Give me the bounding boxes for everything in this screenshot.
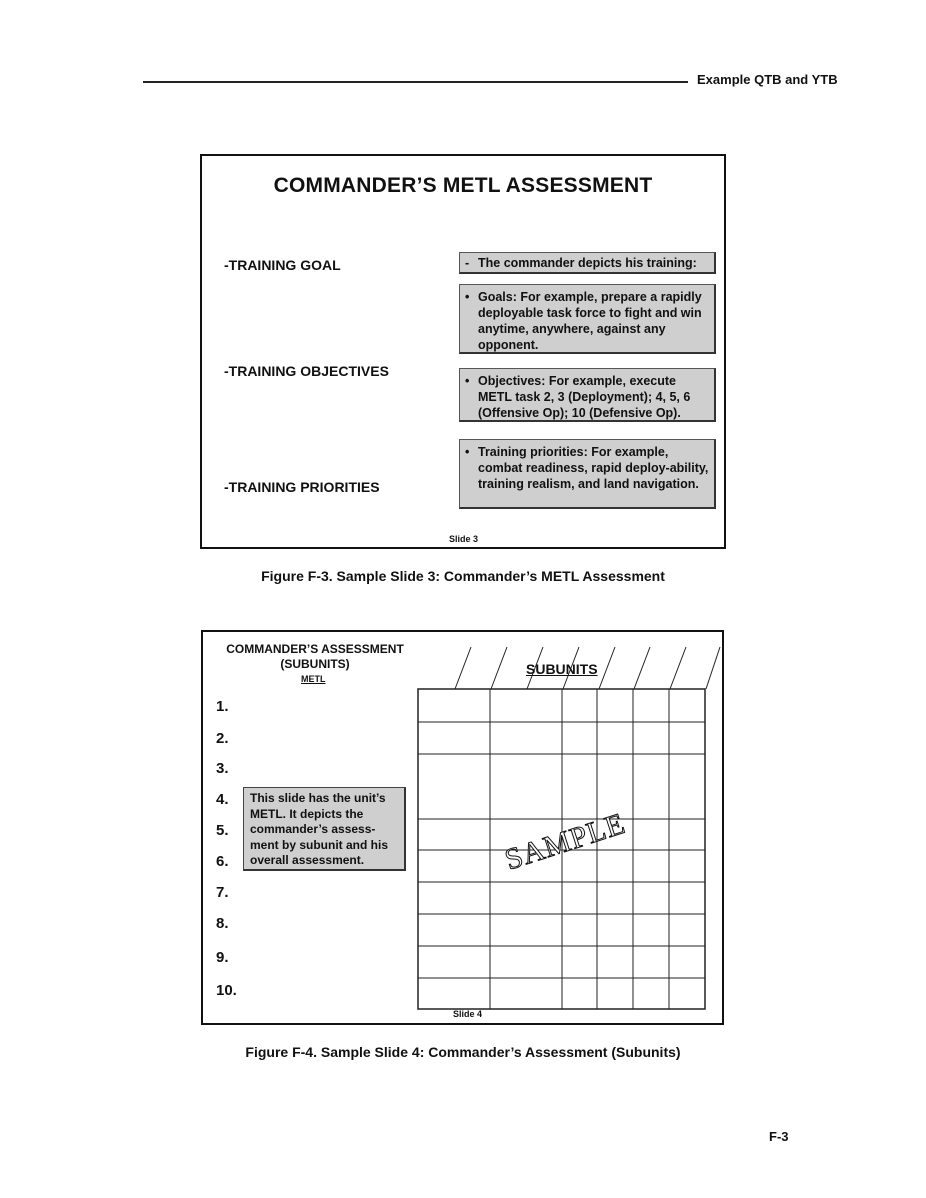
slide-4	[201, 630, 724, 1025]
header-slash	[670, 647, 686, 689]
label-training-priorities: -TRAINING PRIORITIES	[224, 479, 380, 495]
sample-watermark: SAMPLE	[500, 806, 630, 877]
box-priorities: • Training priorities: For example, combat readiness, rapid deploy-ability, training realism, and land navigation.	[459, 439, 716, 509]
slide-4-number: Slide 4	[453, 1009, 483, 1019]
metl-row-number: 3.	[216, 760, 229, 777]
metl-row-number: 2.	[216, 730, 229, 747]
slide-3	[200, 154, 726, 549]
label-training-goal: -TRAINING GOAL	[224, 257, 341, 273]
header-slash	[599, 647, 615, 689]
metl-row-number: 7.	[216, 884, 229, 901]
page-number: F-3	[769, 1129, 789, 1144]
box-objectives-text: Objectives: For example, execute METL task 2, 3 (Deployment); 4, 5, 6 (Offensive Op); 10 (Defensive Op).	[478, 374, 691, 420]
subunits-label: SUBUNITS	[526, 661, 598, 677]
metl-row-number: 5.	[216, 822, 229, 839]
header-slash	[706, 647, 720, 689]
metl-row-number: 9.	[216, 949, 229, 966]
label-training-objectives: -TRAINING OBJECTIVES	[224, 363, 389, 379]
metl-row-number: 8.	[216, 915, 229, 932]
running-header: Example QTB and YTB	[697, 72, 838, 87]
box-intro: - The commander depicts his training:	[459, 252, 716, 274]
metl-row-number: 10.	[216, 982, 237, 999]
slide-4-title: COMMANDER’S ASSESSMENT (SUBUNITS)	[226, 642, 404, 671]
figure-f3-caption: Figure F-3. Sample Slide 3: Commander’s METL Assessment	[261, 568, 665, 584]
slide-3-number: Slide 3	[449, 534, 479, 544]
header-slash	[491, 647, 507, 689]
metl-row-number: 1.	[216, 698, 229, 715]
header-slash	[634, 647, 650, 689]
metl-row-number: 4.	[216, 791, 229, 808]
slide-4-note: This slide has the unit’s METL. It depicts the commander’s assess-ment by subunit and his overall assessment.	[243, 787, 406, 871]
header-slash	[455, 647, 471, 689]
metl-row-number: 6.	[216, 853, 229, 870]
box-priorities-text: Training priorities: For example, combat readiness, rapid deploy-ability, training realism, and land navigation.	[478, 445, 709, 491]
header-rule	[143, 81, 688, 83]
box-intro-text: The commander depicts his training:	[478, 256, 697, 270]
box-goals: • Goals: For example, prepare a rapidly deployable task force to fight and win anytime, anywhere, against any opponent.	[459, 284, 716, 354]
slide-3-title: COMMANDER’S METL ASSESSMENT	[273, 174, 653, 197]
figure-f4-caption: Figure F-4. Sample Slide 4: Commander’s Assessment (Subunits)	[245, 1044, 681, 1060]
box-objectives: • Objectives: For example, execute METL task 2, 3 (Deployment); 4, 5, 6 (Offensive Op); 10 (Defensive Op).	[459, 368, 716, 422]
box-goals-text: Goals: For example, prepare a rapidly deployable task force to fight and win anytime, anywhere, against any opponent.	[478, 290, 702, 352]
metl-label: METL	[301, 674, 326, 684]
